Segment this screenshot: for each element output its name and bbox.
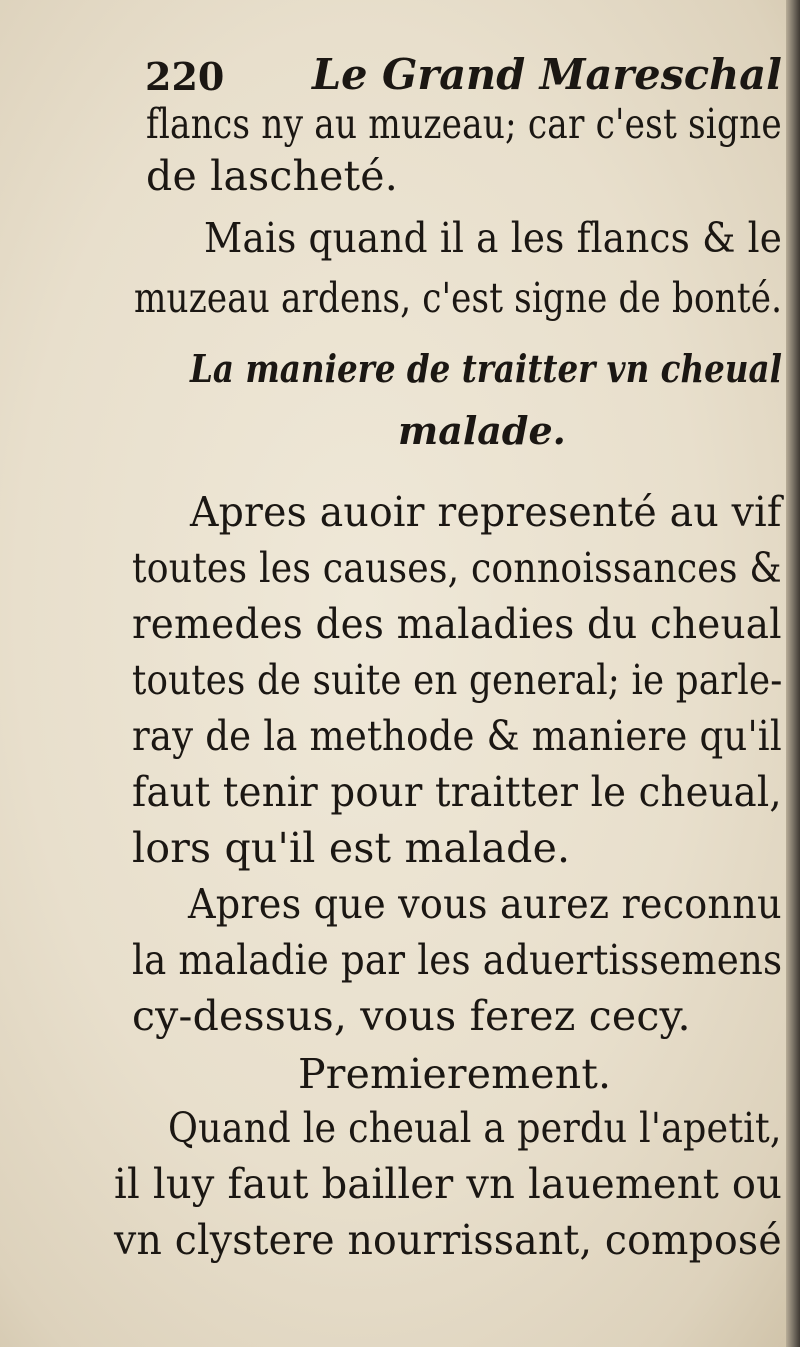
text-line-7: Apres auoir representé au vif [190,488,782,536]
text-line-15: la maladie par les aduertissemens [132,936,783,984]
text-line-18: Quand le cheual a perdu l'apetit, [168,1104,782,1152]
section-heading-continued: malade. [398,408,566,453]
page-gutter-shadow [786,0,800,1347]
text-line-12: faut tenir pour traitter le cheual, [132,768,782,816]
text-line-20: vn clystere nourrissant, composé [114,1216,782,1264]
section-heading: La maniere de traitter vn cheual [190,346,782,391]
text-line-16: cy-dessus, vous ferez cecy. [132,992,691,1040]
page-number: 220 [145,54,225,99]
text-line-11: ray de la methode & maniere qu'il [132,712,782,760]
text-line-14: Apres que vous aurez reconnu [188,880,782,928]
text-line-3: Mais quand il a les flancs & le [204,214,783,262]
sub-heading-premierement: Premierement. [298,1050,612,1098]
text-line-9: remedes des maladies du cheual [132,600,782,648]
text-line-19: il luy faut bailler vn lauement ou [114,1160,783,1208]
text-line-10: toutes de suite en general; ie parle- [132,656,783,704]
text-line-1: flancs ny au muzeau; car c'est signe [146,100,782,148]
text-line-2: de lascheté. [146,152,398,200]
running-title: Le Grand Mareschal [312,50,782,99]
text-line-13: lors qu'il est malade. [132,824,571,872]
text-line-8: toutes les causes, connoissances & [132,544,782,592]
text-line-4: muzeau ardens, c'est signe de bonté. [134,274,783,322]
